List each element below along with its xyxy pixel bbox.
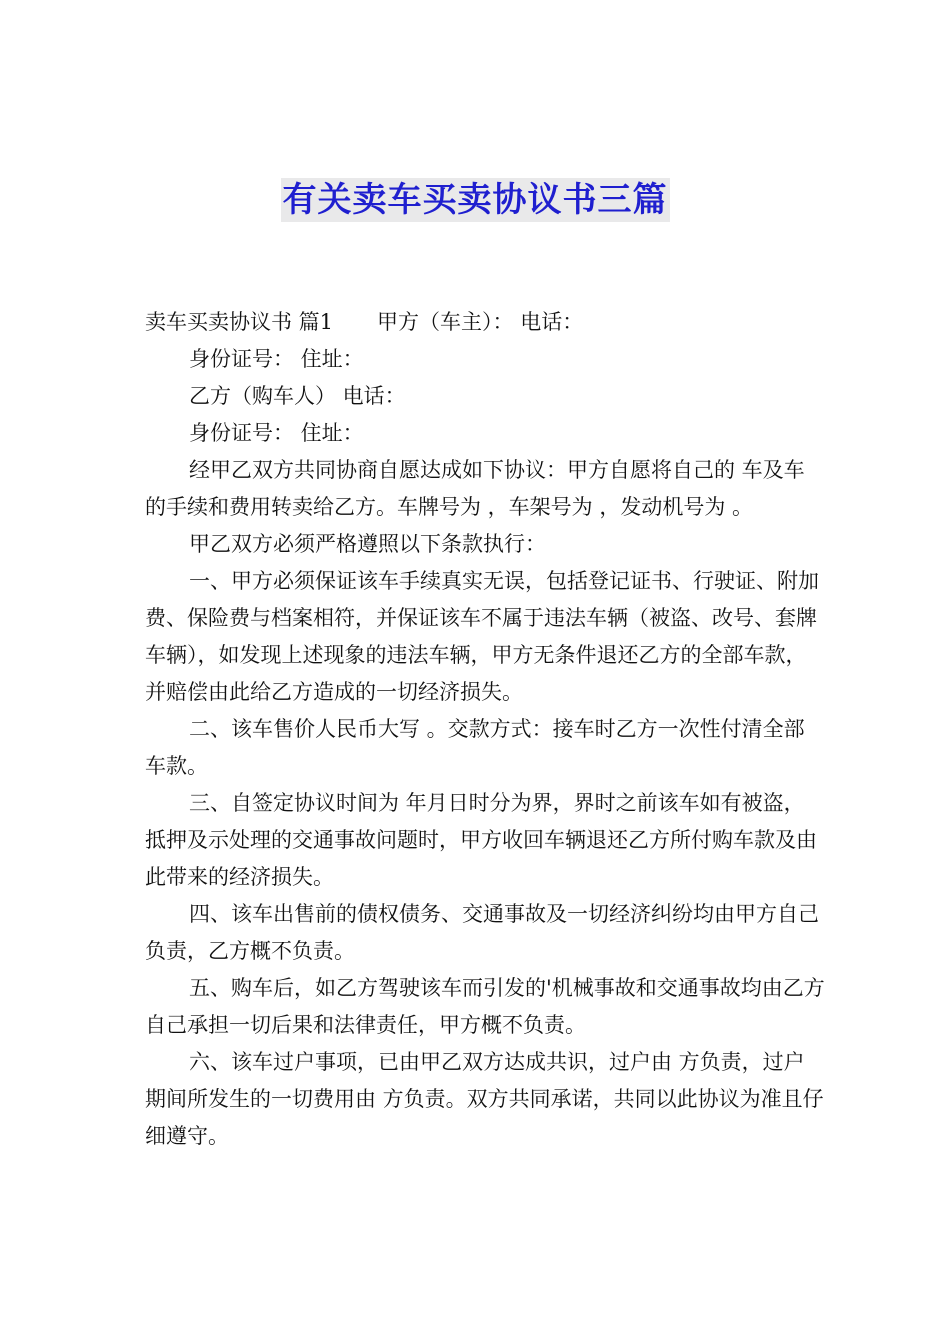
paragraph: 五、购车后，如乙方驾驶该车而引发的'机械事故和交通事故均由乙方自己承担一切后果和法律责任，甲方概不负责。 bbox=[145, 976, 825, 1037]
title-container bbox=[0, 178, 950, 222]
paragraph: 四、该车出售前的债权债务、交通事故及一切经济纠纷均由甲方自己负责，乙方概不负责。 bbox=[145, 902, 819, 963]
section-heading-line bbox=[145, 304, 825, 341]
party-a-line: 甲方（车主）： 电话： bbox=[377, 310, 584, 334]
paragraph: 经甲乙双方共同协商自愿达成如下协议：甲方自愿将自己的 车及车的手续和费用转卖给乙方。车牌号为 ，车架号为 ，发动机号为 。 bbox=[145, 458, 805, 519]
paragraph: 身份证号： 住址： bbox=[189, 421, 364, 445]
paragraph: 乙方（购车人） 电话： bbox=[189, 384, 406, 408]
paragraph: 甲乙双方必须严格遵照以下条款执行： bbox=[189, 532, 546, 556]
document-title: 有关卖车买卖协议书三篇 bbox=[282, 180, 668, 220]
paragraph: 二、该车售价人民币大写 。交款方式：接车时乙方一次性付清全部车款。 bbox=[145, 717, 805, 778]
paragraph: 三、自签定协议时间为 年月日时分为界，界时之前该车如有被盗，抵押及示处理的交通事故问题时，甲方收回车辆退还乙方所付购车款及由此带来的经济损失。 bbox=[145, 791, 817, 889]
paragraph: 六、该车过户事项，已由甲乙双方达成共识，过户由 方负责，过户期间所发生的一切费用由 方负责。双方共同承诺，共同以此协议为准且仔细遵守。 bbox=[145, 1050, 824, 1148]
document-body bbox=[145, 304, 825, 1155]
section-heading: 卖车买卖协议书 篇1 bbox=[145, 310, 334, 334]
paragraph: 一、甲方必须保证该车手续真实无误，包括登记证书、行驶证、附加费、保险费与档案相符，并保证该车不属于违法车辆（被盗、改号、套牌车辆），如发现上述现象的违法车辆，甲方无条件退还乙方的全部车款，并赔偿由此给乙方造成的一切经济损失。 bbox=[145, 569, 819, 704]
paragraph: 身份证号： 住址： bbox=[189, 347, 364, 371]
